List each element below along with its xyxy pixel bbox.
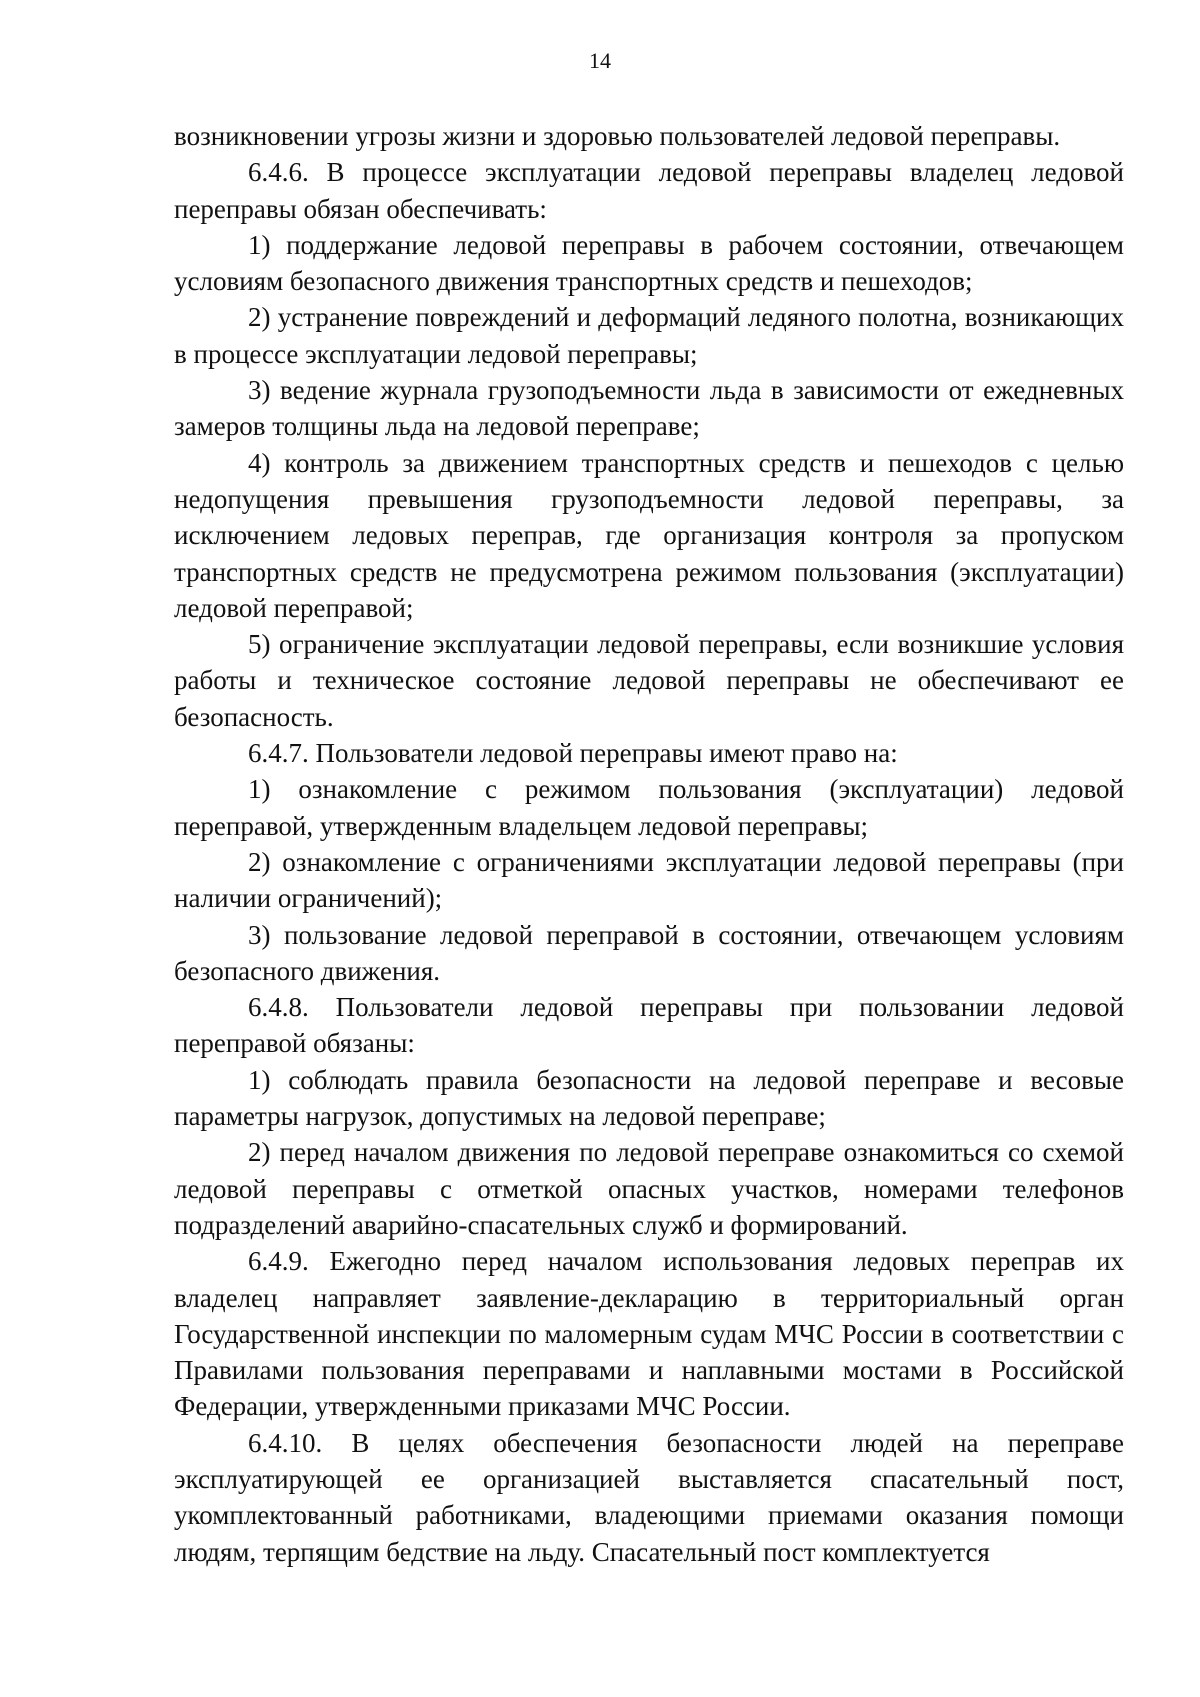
list-item: 2) ознакомление с ограничениями эксплуатации ледовой переправы (при наличии ограничений); xyxy=(174,846,1124,914)
list-item: 1) соблюдать правила безопасности на ледовой переправе и весовые параметры нагрузок, допустимых на ледовой переправе; xyxy=(174,1064,1124,1132)
paragraph-6-4-7: 6.4.7. Пользователи ледовой переправы имеют право на: xyxy=(248,738,898,769)
document-body xyxy=(174,118,1124,1570)
list-item: 1) поддержание ледовой переправы в рабочем состоянии, отвечающем условиям безопасного движения транспортных средств и пешеходов; xyxy=(174,229,1124,297)
list-item: 4) контроль за движением транспортных средств и пешеходов с целью недопущения превышения грузоподъемности ледовой переправы, за исключением ледовых переправ, где организация контроля за пропуском транспортных средств не предусмотрена режимом пользования (эксплуатации) ледовой переправой; xyxy=(174,447,1124,623)
list-item: 3) ведение журнала грузоподъемности льда в зависимости от ежедневных замеров толщины льда на ледовой переправе; xyxy=(174,375,1124,442)
page-number: 14 xyxy=(589,48,611,73)
list-item: 3) пользование ледовой переправой в состоянии, отвечающем условиям безопасного движения. xyxy=(174,919,1124,986)
list-item: 2) устранение повреждений и деформаций ледяного полотна, возникающих в процессе эксплуатации ледовой переправы; xyxy=(174,302,1124,369)
list-item: 2) перед началом движения по ледовой переправе ознакомиться со схемой ледовой переправы с отметкой опасных участков, номерами телефонов подразделений аварийно-спасательных служб и формирований. xyxy=(174,1137,1124,1240)
list-item: 5) ограничение эксплуатации ледовой переправы, если возникшие условия работы и техническое состояние ледовой переправы не обеспечивают ее безопасность. xyxy=(174,629,1124,732)
paragraph-6-4-8: 6.4.8. Пользователи ледовой переправы при пользовании ледовой переправой обязаны: xyxy=(174,992,1124,1059)
paragraph-6-4-6: 6.4.6. В процессе эксплуатации ледовой переправы владелец ледовой переправы обязан обеспечивать: xyxy=(174,157,1124,224)
paragraph-6-4-10: 6.4.10. В целях обеспечения безопасности людей на переправе эксплуатирующей ее организацией выставляется спасательный пост, укомплектованный работниками, владеющими приемами оказания помощи людям, терпящим бедствие на льду. Спасательный пост комплектуется xyxy=(174,1427,1124,1567)
paragraph: возникновении угрозы жизни и здоровью пользователей ледовой переправы. xyxy=(174,121,1061,151)
paragraph-6-4-9: 6.4.9. Ежегодно перед началом использования ледовых переправ их владелец направляет заявление-декларацию в территориальный орган Государственной инспекции по маломерным судам МЧС России в соответствии с Правилами пользования переправами и наплавными мостами в Российской Федерации, утвержденными приказами МЧС России. xyxy=(174,1246,1124,1422)
list-item: 1) ознакомление с режимом пользования (эксплуатации) ледовой переправой, утвержденным владельцем ледовой переправы; xyxy=(174,774,1124,841)
